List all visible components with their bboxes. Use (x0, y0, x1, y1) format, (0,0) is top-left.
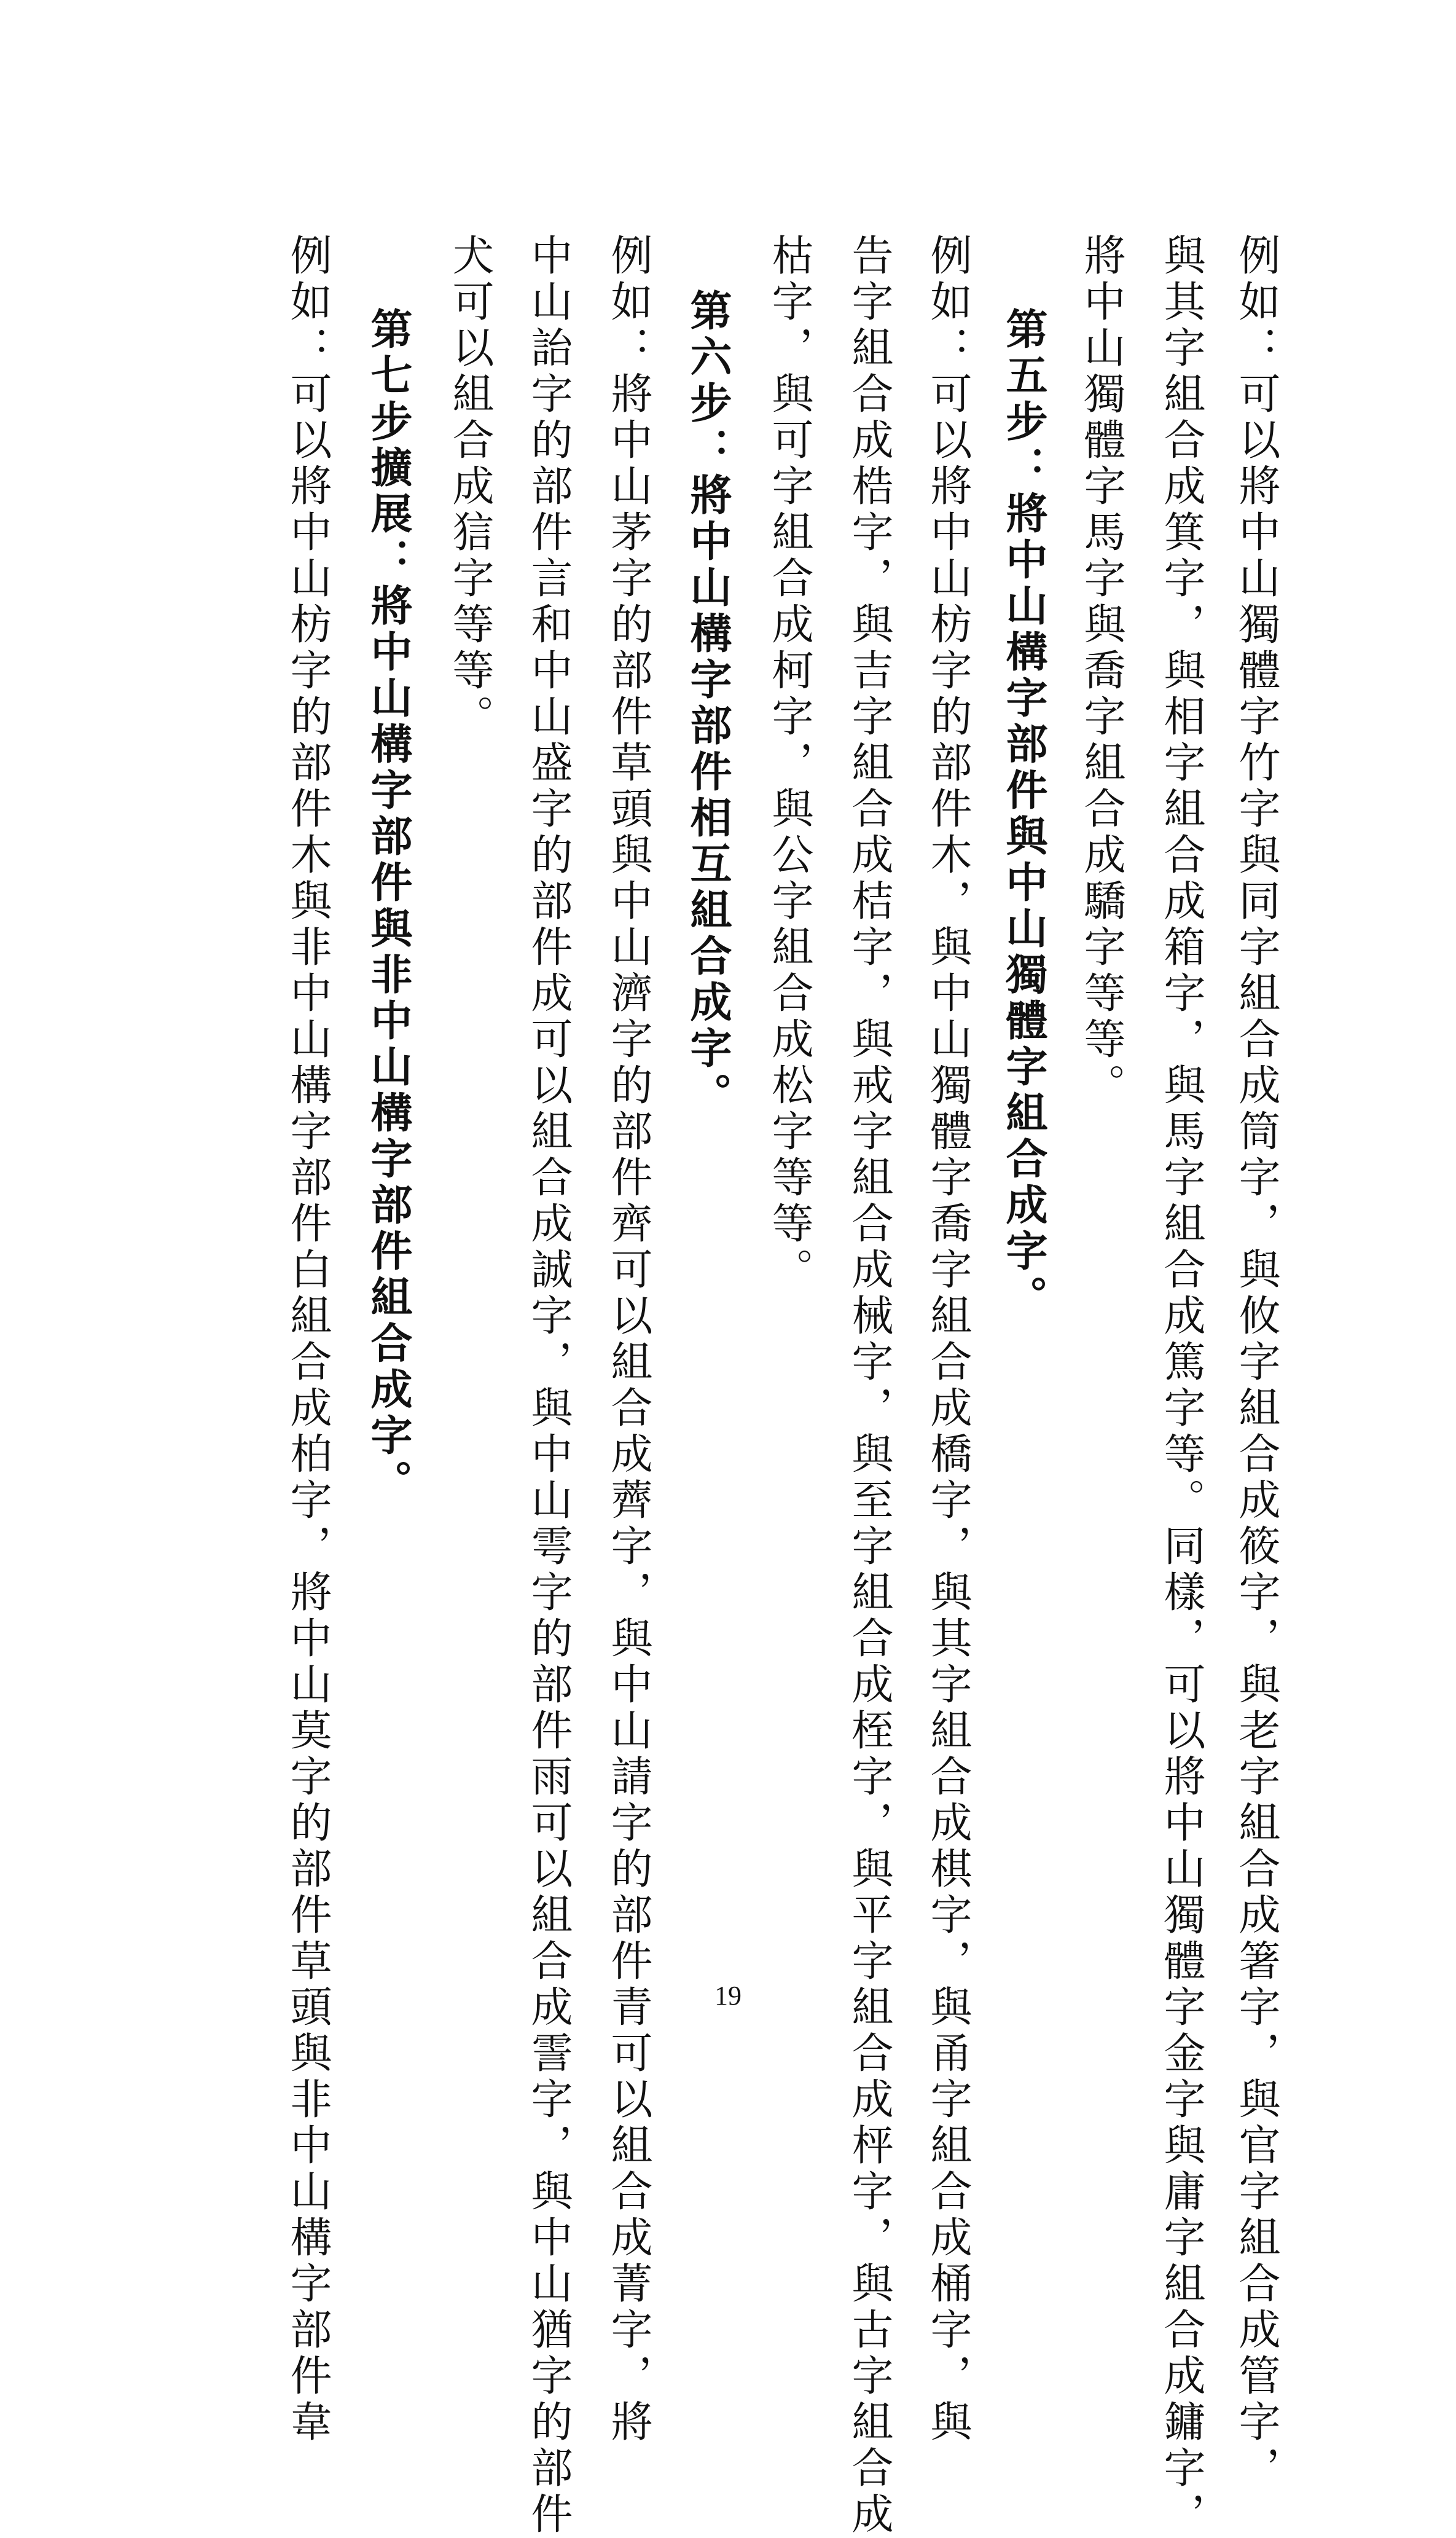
text-column-7: 枯字，與可字組合成柯字，與公字組合成松字等等。 (765, 234, 813, 1294)
page-number: 19 (714, 1981, 742, 2011)
section-heading-step-5: 第五步：將中山構字部件與中山獨體字組合成字。 (999, 307, 1048, 1321)
section-heading-step-6: 第六步：將中山構字部件相互組合成字。 (683, 289, 732, 1118)
text-column-9: 例如：將中山茅字的部件草頭與中山濟字的部件齊可以組合成薺字，與中山請字的部件青可以組合成菁字，將 (604, 234, 652, 2446)
section-heading-step-7: 第七步擴展：將中山構字部件與非中山構字部件組合成字。 (364, 307, 413, 1506)
text-column-2: 與其字組合成箕字，與相字組合成箱字，與馬字組合成篤字等。同樣，可以將中山獨體字金字與庸字組合成鏞字， (1157, 234, 1205, 2538)
text-column-1: 例如：可以將中山獨體字竹字與同字組合成筒字，與攸字組合成筱字，與老字組合成箸字，與官字組合成管字， (1232, 234, 1280, 2492)
text-column-5: 例如：可以將中山枋字的部件木，與中山獨體字喬字組合成橋字，與其字組合成棋字，與甬字組合成桶字，與 (923, 234, 972, 2446)
text-column-11: 犬可以組合成狺字等等。 (445, 234, 494, 741)
text-column-6: 告字組合成梏字，與吉字組合成桔字，與戒字組合成械字，與至字組合成桎字，與平字組合成枰字，與古字組合成 (845, 234, 893, 2538)
text-column-10: 中山詒字的部件言和中山盛字的部件成可以組合成誠字，與中山雩字的部件雨可以組合成霅字，與中山猶字的部件 (524, 234, 573, 2538)
text-column-3: 將中山獨體字馬字與喬字組合成驕字等等。 (1077, 234, 1125, 1109)
text-column-13: 例如：可以將中山枋字的部件木與非中山構字部件白組合成柏字，將中山莫字的部件草頭與非中山構字部件韋 (283, 234, 332, 2446)
